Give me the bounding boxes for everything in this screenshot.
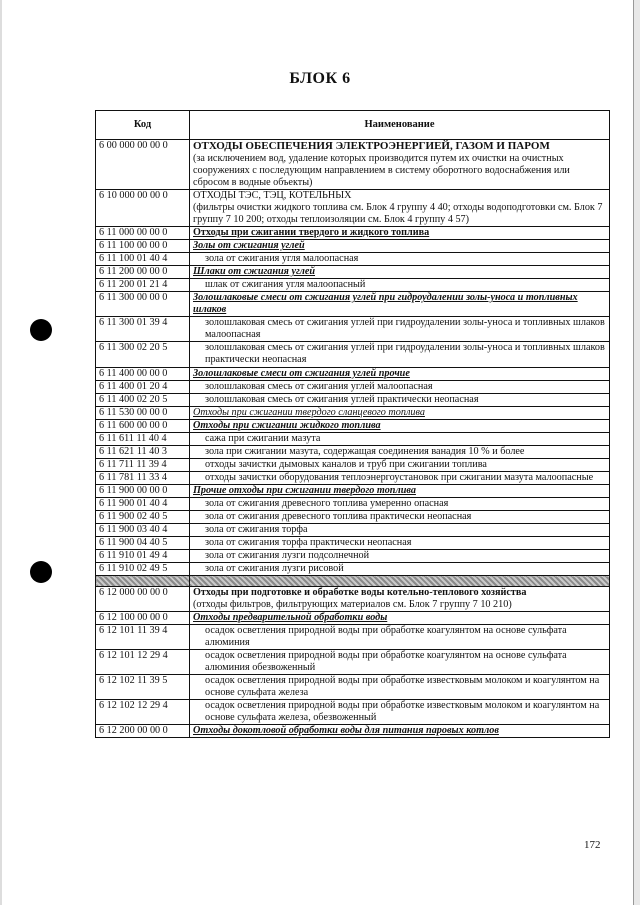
- row-name-text: Шлаки от сжигания углей: [193, 266, 316, 278]
- row-code: 6 11 400 01 20 4: [96, 380, 190, 393]
- table-row: [96, 700, 610, 725]
- row-name: [190, 140, 610, 190]
- row-code: 6 12 101 12 29 4: [96, 650, 190, 675]
- row-name: золошлаковая смесь от сжигания углей практически неопасная: [190, 393, 610, 406]
- row-name: осадок осветления природной воды при обработке известковым молоком и коагулянтом на основе сульфата железа: [190, 675, 610, 700]
- waste-code-table: [95, 110, 610, 738]
- row-name-text: Прочие отходы при сжигании твердого топлива: [193, 484, 416, 496]
- row-name: [190, 484, 610, 497]
- row-name: [190, 190, 610, 227]
- row-name-title: ОТХОДЫ ОБЕСПЕЧЕНИЯ ЭЛЕКТРОЭНЕРГИЕЙ, ГАЗОМ И ПАРОМ: [193, 140, 550, 152]
- row-code: 6 11 530 00 00 0: [96, 406, 190, 419]
- row-name-text: Золошлаковые смеси от сжигания углей прочие: [193, 367, 410, 379]
- row-name: зола от сжигания лузги подсолнечной: [190, 549, 610, 562]
- row-name-text: Отходы при сжигании жидкого топлива: [193, 419, 381, 431]
- table-row: [96, 406, 610, 419]
- row-name: [190, 227, 610, 240]
- row-code: 6 11 621 11 40 3: [96, 445, 190, 458]
- table-row: [96, 510, 610, 523]
- table-row: [96, 725, 610, 738]
- row-name: зола от сжигания торфа практически неопасная: [190, 536, 610, 549]
- row-name: зола от сжигания лузги рисовой: [190, 562, 610, 575]
- row-code: 6 10 000 00 00 0: [96, 190, 190, 227]
- table-row: [96, 445, 610, 458]
- row-name: осадок осветления природной воды при обработке коагулянтом на основе сульфата алюминия: [190, 625, 610, 650]
- row-code: 6 11 300 02 20 5: [96, 342, 190, 367]
- shaded-cell: [96, 576, 190, 587]
- row-name: [190, 266, 610, 279]
- row-name: зола при сжигании мазута, содержащая соединения ванадия 10 % и более: [190, 445, 610, 458]
- table-row: [96, 484, 610, 497]
- row-name-text: Отходы предварительной обработки воды: [193, 612, 388, 624]
- row-code: 6 11 600 00 00 0: [96, 419, 190, 432]
- punch-hole: [30, 561, 52, 583]
- row-note: (за исключением вод, удаление которых производится путем их очистки на очистных сооружениях с последующим направлением в систему оборотного водоснабжения или сбросом в водные объекты): [193, 152, 570, 189]
- row-code: 6 11 611 11 40 4: [96, 432, 190, 445]
- table-row: [96, 587, 610, 612]
- row-code: 6 11 900 00 00 0: [96, 484, 190, 497]
- row-code: 6 11 300 01 39 4: [96, 317, 190, 342]
- table-row: [96, 497, 610, 510]
- table-row: [96, 562, 610, 575]
- row-name-text: Золы от сжигания углей: [193, 240, 305, 252]
- table-row: [96, 292, 610, 317]
- table-row: [96, 240, 610, 253]
- row-name-title: ОТХОДЫ ТЭС, ТЭЦ, КОТЕЛЬНЫХ: [193, 190, 352, 202]
- row-code: 6 12 102 11 39 5: [96, 675, 190, 700]
- table-row: [96, 419, 610, 432]
- table-row: [96, 140, 610, 190]
- table-row: [96, 279, 610, 292]
- row-code: 6 11 781 11 33 4: [96, 471, 190, 484]
- name-column-header: Наименование: [190, 111, 610, 140]
- page-title: БЛОК 6: [289, 70, 351, 87]
- row-name: [190, 406, 610, 419]
- row-code: 6 12 000 00 00 0: [96, 587, 190, 612]
- row-code: 6 11 910 01 49 4: [96, 549, 190, 562]
- row-name: зола от сжигания угля малоопасная: [190, 253, 610, 266]
- table-row: [96, 458, 610, 471]
- row-code: 6 11 900 01 40 4: [96, 497, 190, 510]
- row-note: (фильтры очистки жидкого топлива см. Блок 4 группу 4 40; отходы водоподготовки см. Блок 7 группу 7 10 200; отходы теплоизоляции см. Блок 4 группу 4 57): [193, 202, 603, 226]
- table-row: [96, 625, 610, 650]
- row-name-text: Золошлаковые смеси от сжигания углей при гидроудалении золы-уноса и топливных шлаков: [193, 292, 578, 316]
- scan-right-edge: [633, 0, 640, 905]
- row-code: 6 12 102 12 29 4: [96, 700, 190, 725]
- row-code: 6 11 400 00 00 0: [96, 367, 190, 380]
- table-row: [96, 317, 610, 342]
- row-name: [190, 612, 610, 625]
- punch-hole: [30, 319, 52, 341]
- table-row: [96, 253, 610, 266]
- table-row: [96, 342, 610, 367]
- row-name: золошлаковая смесь от сжигания углей малоопасная: [190, 380, 610, 393]
- table-row: [96, 536, 610, 549]
- row-name: осадок осветления природной воды при обработке известковым молоком и коагулянтом на основе сульфата железа, обезвоженный: [190, 700, 610, 725]
- table-row: [96, 393, 610, 406]
- table-row: [96, 675, 610, 700]
- row-name: зола от сжигания древесного топлива практически неопасная: [190, 510, 610, 523]
- row-note: (отходы фильтров, фильтрующих материалов см. Блок 7 группу 7 10 210): [193, 599, 512, 611]
- row-code: 6 11 910 02 49 5: [96, 562, 190, 575]
- code-column-header: Код: [96, 111, 190, 140]
- table-row: [96, 471, 610, 484]
- row-code: 6 11 900 02 40 5: [96, 510, 190, 523]
- shaded-separator-row: [96, 576, 610, 587]
- row-name: [190, 240, 610, 253]
- table-row: [96, 612, 610, 625]
- row-code: 6 11 400 02 20 5: [96, 393, 190, 406]
- row-name: [190, 587, 610, 612]
- table-row: [96, 227, 610, 240]
- row-name-text: Отходы докотловой обработки воды для питания паровых котлов: [193, 725, 499, 737]
- row-name: [190, 725, 610, 738]
- row-name: золошлаковая смесь от сжигания углей при гидроудалении золы-уноса и топливных шлаков малоопасная: [190, 317, 610, 342]
- row-code: 6 11 200 01 21 4: [96, 279, 190, 292]
- row-code: 6 11 900 04 40 5: [96, 536, 190, 549]
- row-name: отходы зачистки оборудования теплоэнергоустановок при сжигании мазута малоопасные: [190, 471, 610, 484]
- row-name: [190, 419, 610, 432]
- row-code: 6 11 100 01 40 4: [96, 253, 190, 266]
- table-row: [96, 266, 610, 279]
- table-row: [96, 523, 610, 536]
- row-code: 6 11 300 00 00 0: [96, 292, 190, 317]
- row-code: 6 12 200 00 00 0: [96, 725, 190, 738]
- table-row: [96, 549, 610, 562]
- row-code: 6 11 000 00 00 0: [96, 227, 190, 240]
- row-name: осадок осветления природной воды при обработке коагулянтом на основе сульфата алюминия обезвоженный: [190, 650, 610, 675]
- table-row: [96, 380, 610, 393]
- table-row: [96, 432, 610, 445]
- row-name: [190, 292, 610, 317]
- scan-left-edge: [0, 0, 2, 905]
- row-code: 6 11 900 03 40 4: [96, 523, 190, 536]
- row-name-text: Отходы при сжигании твердого и жидкого топлива: [193, 227, 430, 239]
- row-code: 6 12 101 11 39 4: [96, 625, 190, 650]
- row-code: 6 11 200 00 00 0: [96, 266, 190, 279]
- row-code: 6 00 000 00 00 0: [96, 140, 190, 190]
- row-name: [190, 367, 610, 380]
- row-code: 6 11 711 11 39 4: [96, 458, 190, 471]
- row-name: зола от сжигания торфа: [190, 523, 610, 536]
- row-name: сажа при сжигании мазута: [190, 432, 610, 445]
- row-name-text: Отходы при сжигании твердого сланцевого топлива: [193, 406, 425, 418]
- row-name: шлак от сжигания угля малоопасный: [190, 279, 610, 292]
- table-row: [96, 190, 610, 227]
- row-code: 6 12 100 00 00 0: [96, 612, 190, 625]
- shaded-cell: [190, 576, 610, 587]
- table-row: [96, 650, 610, 675]
- table-header-row: [96, 111, 610, 140]
- table-row: [96, 367, 610, 380]
- row-name: золошлаковая смесь от сжигания углей при гидроудалении золы-уноса и топливных шлаков практически неопасная: [190, 342, 610, 367]
- row-name: отходы зачистки дымовых каналов и труб при сжигании топлива: [190, 458, 610, 471]
- row-name-title: Отходы при подготовке и обработке воды котельно-теплового хозяйства: [193, 587, 527, 598]
- row-name: зола от сжигания древесного топлива умеренно опасная: [190, 497, 610, 510]
- page-number: 172: [584, 839, 601, 851]
- row-code: 6 11 100 00 00 0: [96, 240, 190, 253]
